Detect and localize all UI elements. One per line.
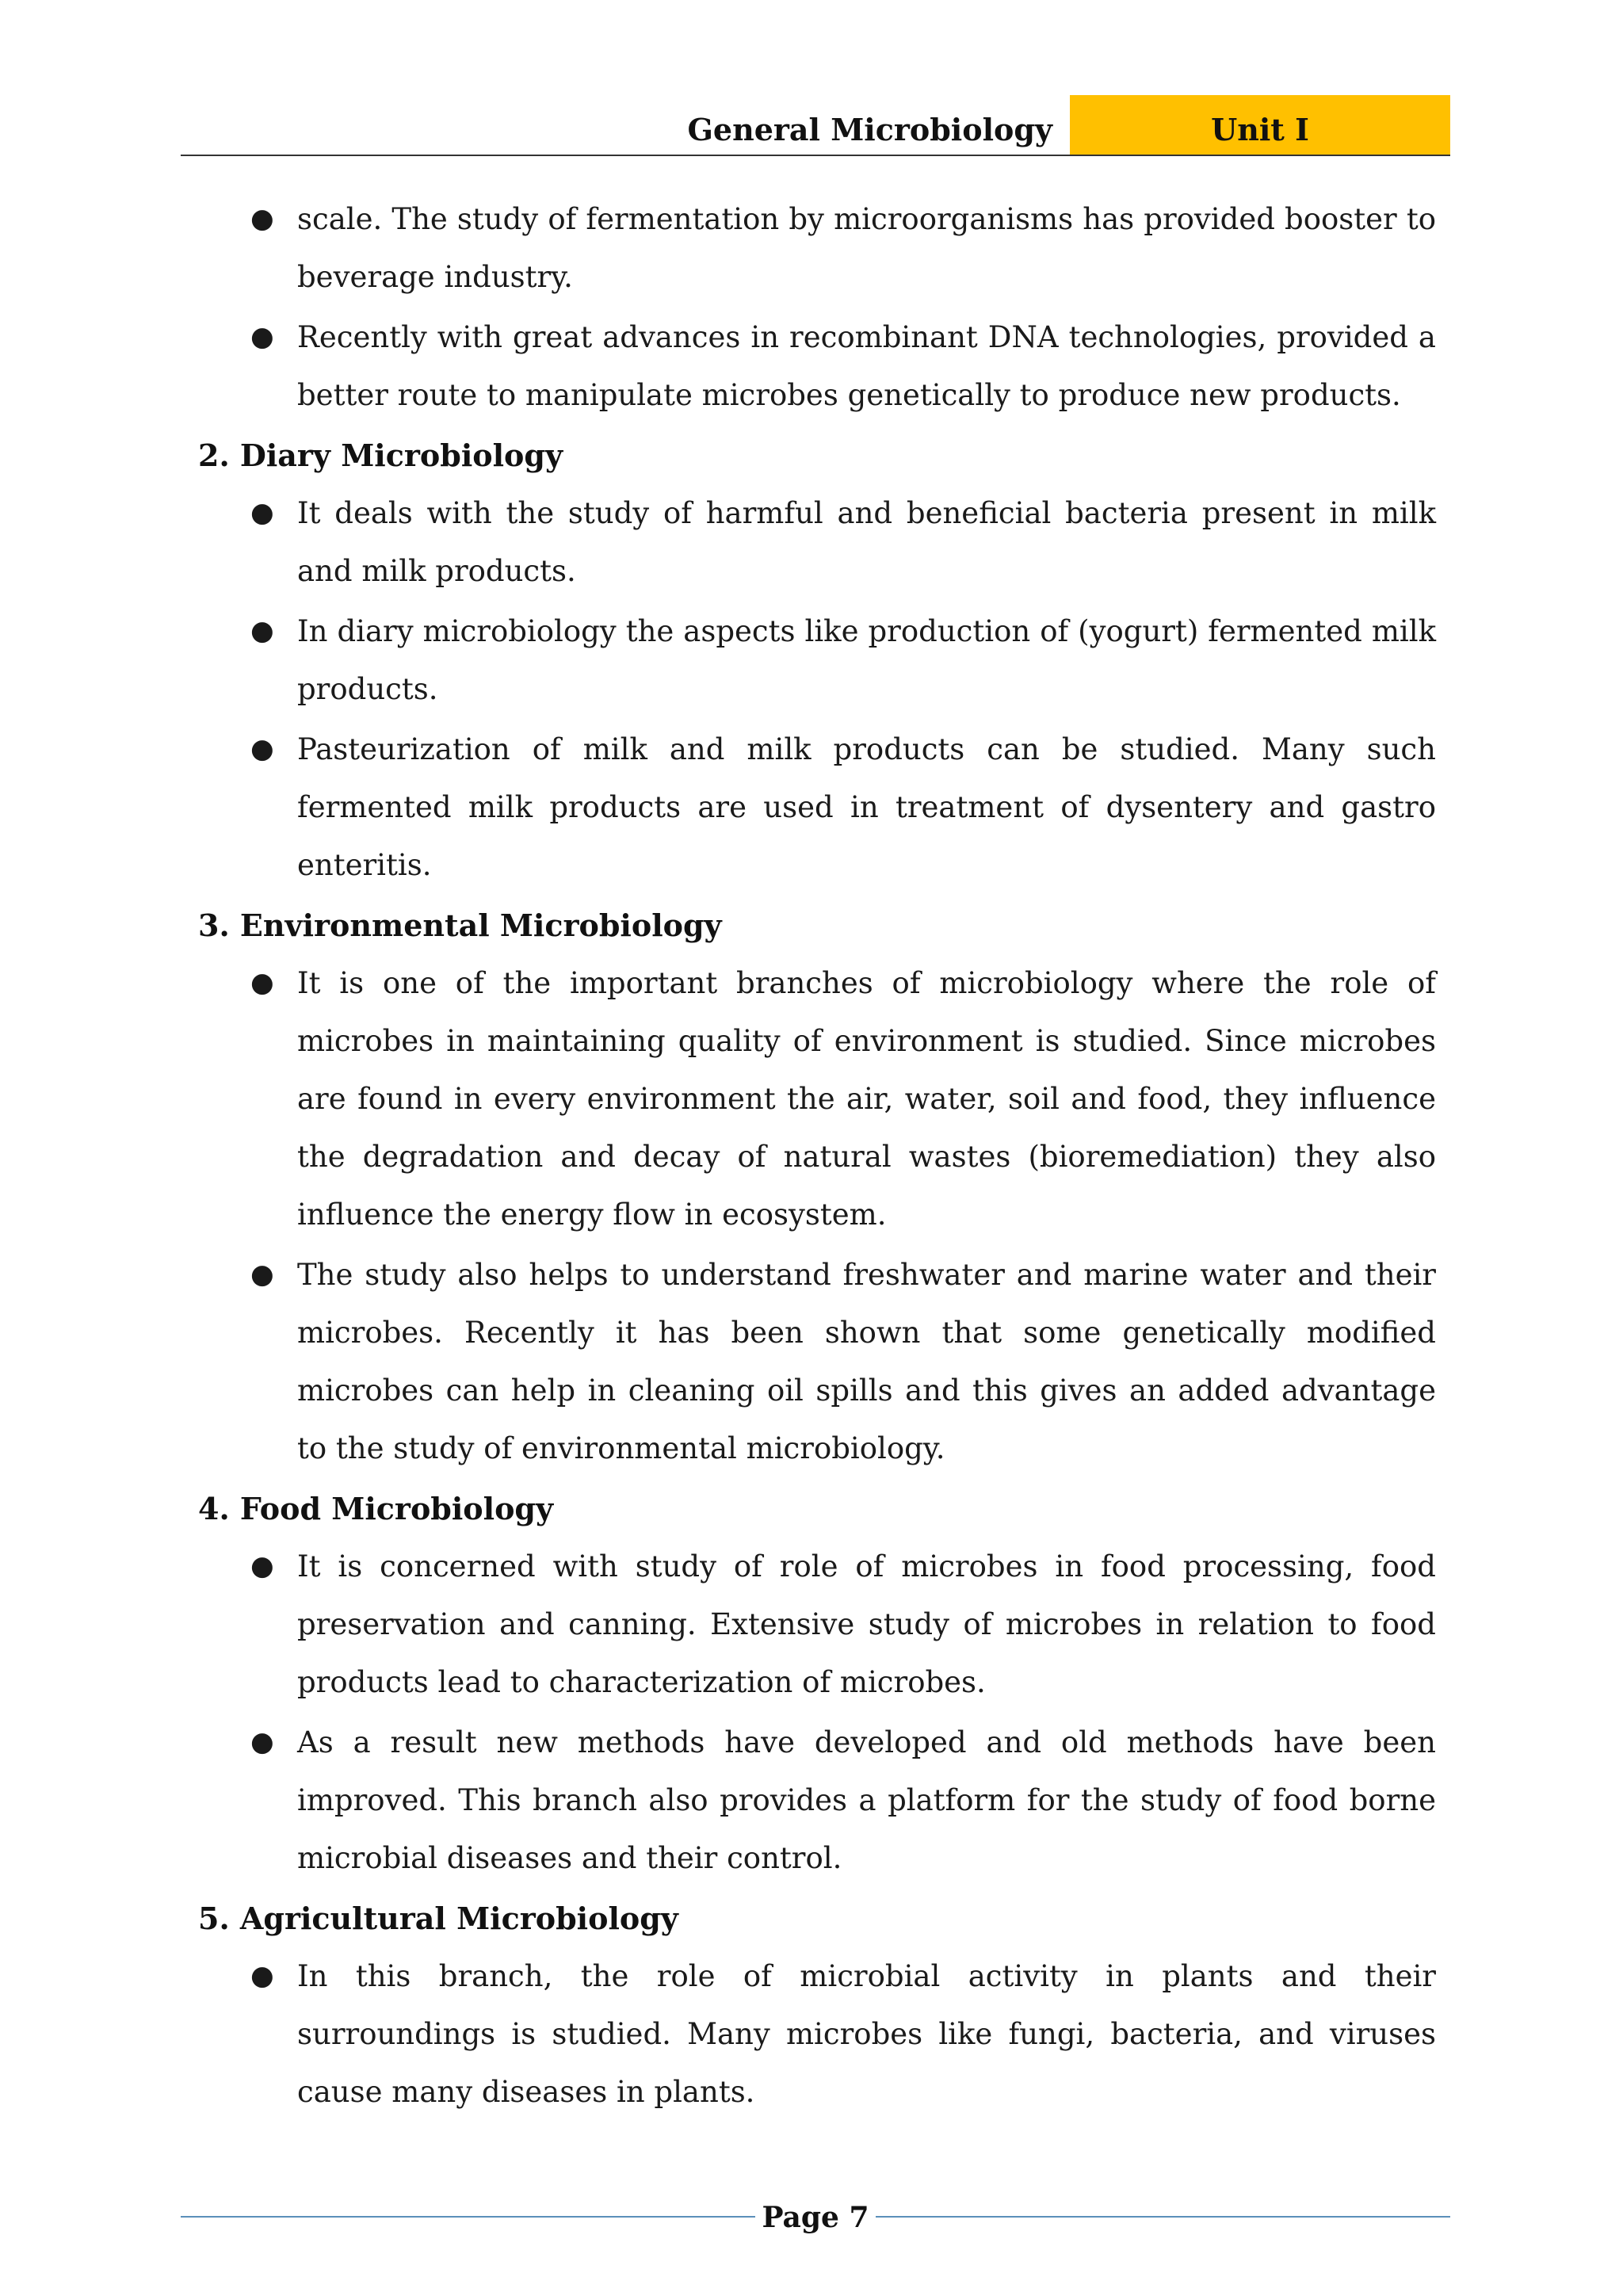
page-number: Page 7 (762, 2201, 869, 2234)
intro-bullet-list (198, 190, 1436, 424)
list-item (198, 1246, 1436, 1477)
bullet-text: scale. The study of fermentation by microorganisms has provided booster to beverage industry. (297, 202, 1436, 294)
bullet-icon: ● (250, 1259, 274, 1290)
bullet-icon: ● (250, 967, 274, 999)
list-item (198, 954, 1436, 1244)
bullet-icon: ● (250, 1726, 274, 1758)
bullet-text: It is one of the important branches of microbiology where the role of microbes in maintaining quality of environment is studied. Since microbes are found in every environment the air, water, soil and food, they influence the degradation and decay of natural wastes (bioremediation) they also influence the energy flow in ecosystem. (297, 966, 1436, 1232)
bullet-icon: ● (250, 733, 274, 765)
page-footer (181, 2195, 1450, 2240)
bullet-text: Pasteurization of milk and milk products can be studied. Many such fermented milk products are used in treatment of dysentery and gastro enteritis. (297, 732, 1436, 882)
list-item (198, 484, 1436, 600)
unit-badge: Unit I (1070, 95, 1450, 155)
bullet-icon: ● (250, 497, 274, 529)
section-heading: 5. Agricultural Microbiology (198, 1901, 678, 1936)
section-food-microbiology (198, 1480, 1436, 1887)
bullet-list (198, 1947, 1436, 2121)
list-item (198, 720, 1436, 894)
section-diary-microbiology (198, 426, 1436, 894)
page-body (198, 190, 1436, 2123)
bullet-text: It deals with the study of harmful and beneficial bacteria present in milk and milk products. (297, 496, 1436, 588)
section-agricultural-microbiology (198, 1889, 1436, 2121)
bullet-list (198, 484, 1436, 894)
document-title: General Microbiology (687, 112, 1052, 147)
list-item (198, 1713, 1436, 1887)
list-item (198, 1947, 1436, 2121)
bullet-text: The study also helps to understand freshwater and marine water and their microbes. Recently it has been shown that some genetically modified microbes can help in cleaning oil spills and this gives an added advantage to the study of environmental microbiology. (297, 1258, 1436, 1465)
bullet-list (198, 1538, 1436, 1887)
page-header (181, 95, 1450, 155)
section-environmental-microbiology (198, 896, 1436, 1477)
list-item (198, 602, 1436, 718)
bullet-list (198, 954, 1436, 1477)
bullet-text: It is concerned with study of role of microbes in food processing, food preservation and canning. Extensive study of microbes in relation to food products lead to characterization of microbes. (297, 1549, 1436, 1699)
header-divider (181, 155, 1450, 156)
list-item (198, 308, 1436, 424)
list-item (198, 1538, 1436, 1711)
bullet-icon: ● (250, 615, 274, 647)
footer-rule-right (876, 2216, 1450, 2218)
section-heading: 2. Diary Microbiology (198, 437, 563, 473)
bullet-icon: ● (250, 1550, 274, 1582)
bullet-icon: ● (250, 203, 274, 235)
bullet-icon: ● (250, 1960, 274, 1992)
bullet-text: In this branch, the role of microbial activity in plants and their surroundings is studied. Many microbes like fungi, bacteria, and viruses cause many diseases in plants. (297, 1959, 1436, 2109)
section-heading: 3. Environmental Microbiology (198, 907, 722, 943)
bullet-text: As a result new methods have developed and old methods have been improved. This branch also provides a platform for the study of food borne microbial diseases and their control. (297, 1725, 1436, 1875)
bullet-icon: ● (250, 321, 274, 353)
bullet-text: In diary microbiology the aspects like production of (yogurt) fermented milk products. (297, 614, 1436, 706)
bullet-text: Recently with great advances in recombinant DNA technologies, provided a better route to manipulate microbes genetically to produce new products. (297, 320, 1436, 412)
list-item (198, 190, 1436, 306)
section-heading: 4. Food Microbiology (198, 1491, 554, 1526)
